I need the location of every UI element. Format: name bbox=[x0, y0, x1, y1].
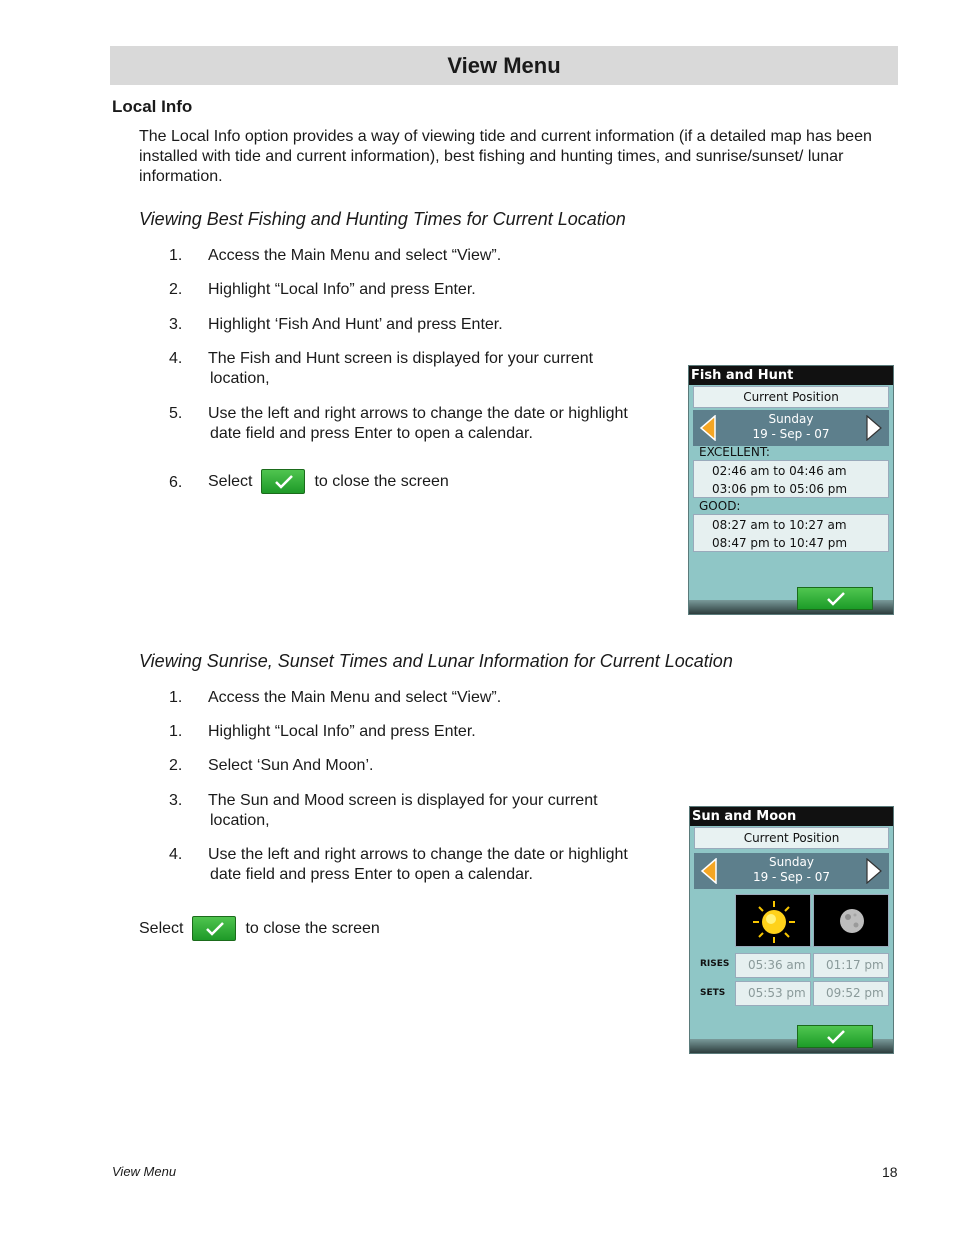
check-icon bbox=[205, 921, 225, 937]
date-field[interactable] bbox=[694, 853, 889, 889]
moon-rise-time: 01:17 pm bbox=[813, 953, 889, 978]
excellent-label: EXCELLENT: bbox=[699, 445, 770, 459]
ok-check-button[interactable] bbox=[261, 469, 305, 494]
screen-ok-button[interactable] bbox=[797, 1025, 873, 1048]
moon-set-time: 09:52 pm bbox=[813, 981, 889, 1006]
fish-step: 1. Access the Main Menu and select “View”. bbox=[169, 247, 502, 264]
fish-step: 6. bbox=[169, 474, 183, 491]
intro-paragraph: The Local Info option provides a way of viewing tide and current information (if a detailed map has been installed with tide and current information), best fishing and hunting times, and sunrise/sunset/ lunar information. bbox=[139, 128, 872, 185]
ok-check-button[interactable] bbox=[192, 916, 236, 941]
arrow-left-icon[interactable] bbox=[699, 415, 717, 441]
date-field[interactable] bbox=[693, 410, 889, 446]
sun-step: 4. Use the left and right arrows to change the date or highlight date field and press Enter to open a calendar. bbox=[169, 846, 628, 883]
sets-label: SETS bbox=[700, 988, 726, 998]
date-value: 19 - Sep - 07 bbox=[752, 427, 830, 441]
section-title: Local Info bbox=[112, 97, 193, 116]
arrow-right-icon[interactable] bbox=[865, 858, 883, 884]
sun-image bbox=[735, 894, 811, 947]
sun-rise-time: 05:36 am bbox=[735, 953, 811, 978]
fish-select-row: Select to close the screen bbox=[208, 469, 449, 494]
fish-subhead: Viewing Best Fishing and Hunting Times for Current Location bbox=[139, 209, 626, 229]
sun-select-row: Select to close the screen bbox=[139, 916, 380, 941]
date-day: Sunday bbox=[768, 412, 814, 426]
current-position-button[interactable]: Current Position bbox=[694, 827, 889, 849]
sun-step: 1. Access the Main Menu and select “View”. bbox=[169, 689, 502, 706]
check-icon bbox=[274, 474, 294, 490]
excellent-times: 02:46 am to 04:46 am 03:06 pm to 05:06 pm bbox=[693, 460, 889, 498]
screen-title: Fish and Hunt bbox=[689, 366, 893, 385]
fish-step: 4. The Fish and Hunt screen is displayed for your current location, bbox=[169, 350, 594, 387]
sun-moon-screen bbox=[689, 806, 894, 1054]
arrow-right-icon[interactable] bbox=[865, 415, 883, 441]
moon-image bbox=[813, 894, 889, 947]
date-day: Sunday bbox=[769, 855, 814, 869]
sun-icon bbox=[736, 895, 812, 948]
fish-step: 2. Highlight “Local Info” and press Enter. bbox=[169, 281, 476, 298]
good-times: 08:27 am to 10:27 am 08:47 pm to 10:47 pm bbox=[693, 514, 889, 552]
check-icon bbox=[826, 1029, 846, 1045]
sun-set-time: 05:53 pm bbox=[735, 981, 811, 1006]
sun-step: 2. Select ‘Sun And Moon’. bbox=[169, 757, 374, 774]
sun-subhead: Viewing Sunrise, Sunset Times and Lunar Information for Current Location bbox=[139, 651, 733, 671]
check-icon bbox=[826, 591, 846, 607]
fish-step: 5. Use the left and right arrows to change the date or highlight date field and press Enter to open a calendar. bbox=[169, 405, 628, 442]
good-label: GOOD: bbox=[699, 499, 741, 513]
moon-icon bbox=[814, 895, 890, 948]
footer-section-name: View Menu bbox=[112, 1164, 177, 1179]
date-value: 19 - Sep - 07 bbox=[752, 870, 831, 884]
fish-hunt-screen bbox=[688, 365, 894, 615]
screen-ok-button[interactable] bbox=[797, 587, 873, 610]
fish-step: 3. Highlight ‘Fish And Hunt’ and press Enter. bbox=[169, 316, 503, 333]
current-position-button[interactable]: Current Position bbox=[693, 386, 889, 408]
page-number: 18 bbox=[882, 1164, 898, 1180]
screen-title: Sun and Moon bbox=[690, 807, 893, 826]
page-title: View Menu bbox=[447, 52, 561, 78]
page-header bbox=[110, 46, 898, 85]
rises-label: RISES bbox=[700, 959, 730, 969]
sun-step: 1. Highlight “Local Info” and press Enter. bbox=[169, 723, 476, 740]
sun-step: 3. The Sun and Mood screen is displayed for your current location, bbox=[169, 792, 598, 829]
arrow-left-icon[interactable] bbox=[700, 858, 718, 884]
